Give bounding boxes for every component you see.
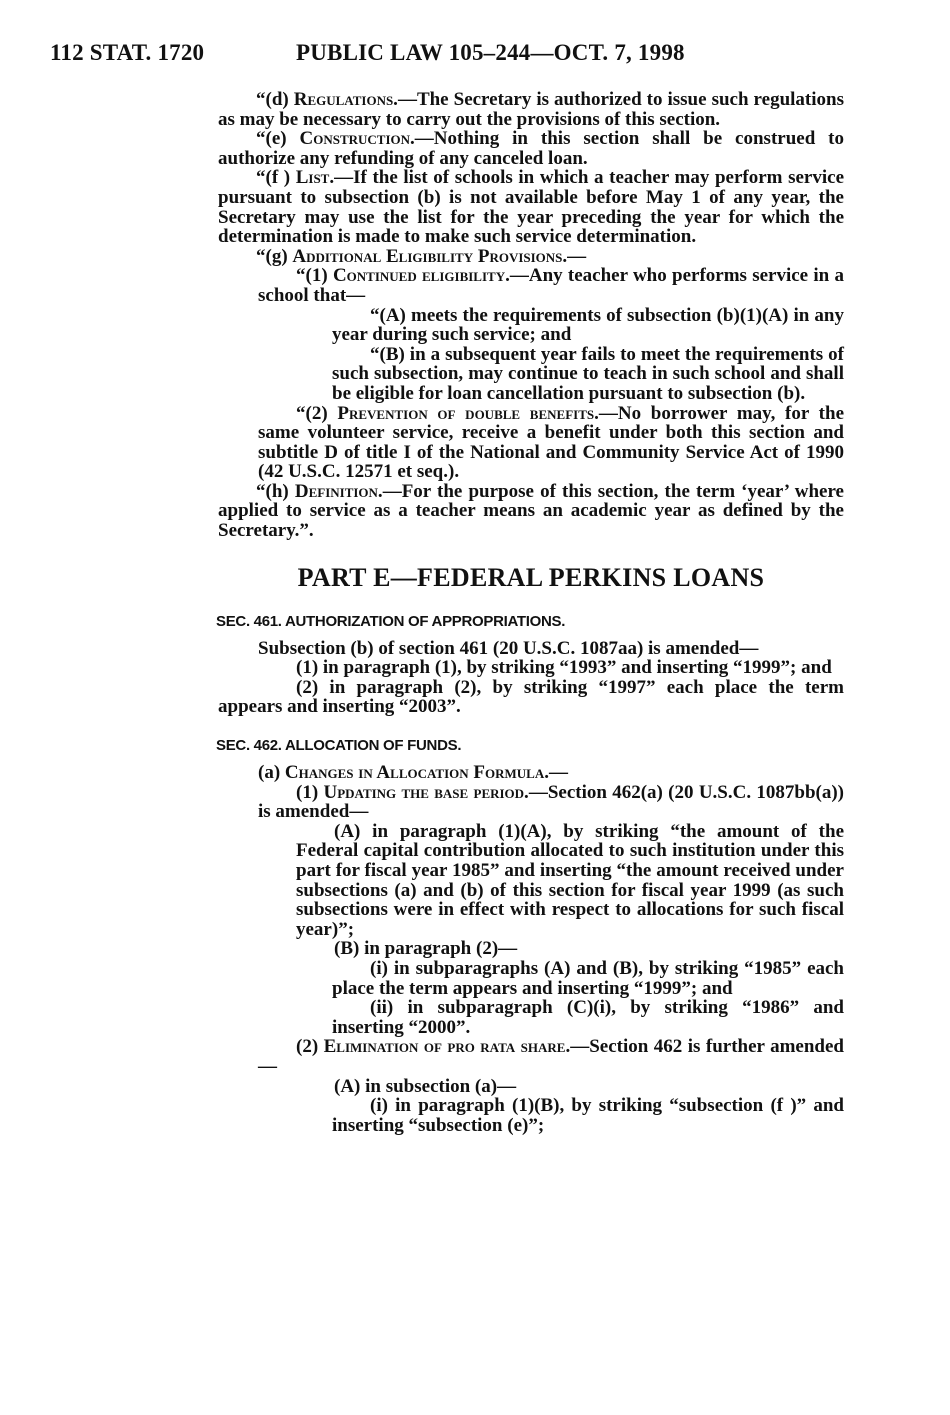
subsection-f-label: “(f ) [256,167,296,189]
section-462-a1-b-clause-i: (i) in subparagraphs (A) and (B), by striking “1985” each place the term appears and inserting “1999”; and [332,957,844,999]
subsection-g [218,247,844,267]
section-462-a2-heading: Elimination of pro rata share. [323,1036,571,1058]
public-law-title: PUBLIC LAW 105–244—OCT. 7, 1998 [296,40,685,65]
section-461-item-1: (1) in paragraph (1), by striking “1993” and inserting “1999”; and [296,657,832,679]
subsection-e-heading: Construction. [299,128,415,150]
section-462-a-heading: Changes in Allocation Formula. [284,762,549,784]
subsection-e-text: —Nothing in this section shall be construed to authorize any refunding of any canceled loan. [218,128,844,169]
paragraph-g1-label: “(1) [296,265,333,287]
section-462-a2-text: —Section 462 is further amended— [258,1036,845,1077]
subsection-g-heading: Additional Eligibility Provisions. [292,245,568,267]
paragraph-g1-text: —Any teacher who performs service in a school that— [258,265,844,306]
section-461-intro: Subsection (b) of section 461 (20 U.S.C. 1087aa) is amended— [258,637,759,659]
subsection-f-heading: List. [295,167,335,189]
section-462-a2-subparagraph-a: (A) in subsection (a)— [334,1075,517,1097]
subsection-d-text: —The Secretary is authorized to issue such regulations as may be necessary to carry out the provisions of this section. [218,89,844,130]
subsection-d-label: “(d) [256,89,294,110]
section-462-a2-a-clause-i: (i) in paragraph (1)(B), by striking “subsection (f )” and inserting “subsection (e)”; [332,1095,844,1136]
section-462-subsection-a [218,763,844,783]
document-body [218,90,844,1135]
subsection-g-label: “(g) [256,245,293,267]
subsection-d [218,90,844,129]
section-462-a2-label: (2) [296,1036,324,1058]
section-461-heading: SEC. 461. AUTHORIZATION OF APPROPRIATIONS. [216,612,566,630]
section-462-paragraph-2 [218,1037,844,1076]
paragraph-g2 [218,404,844,482]
subsection-h-label: “(h) [256,480,295,502]
section-462-a1-subparagraph-b: (B) in paragraph (2)— [334,938,518,960]
section-461-item-2: (2) in paragraph (2), by striking “1997” each place the term appears and inserting “2003”. [218,676,844,718]
paragraph-g2-text: —No borrower may, for the same volunteer service, receive a benefit under both this section and subtitle D of title I of the National and Community Service Act of 1990 (42 U.S.C. 12571 et seq.). [258,402,844,483]
subsection-f-text: —If the list of schools in which a teacher may perform service pursuant to subsection (b) is not available before May 1 of any year, the Secretary may use the list for the year preceding the year for which the determination is made to make such service determination. [218,167,845,248]
subsection-h-heading: Definition. [294,480,383,502]
paragraph-g2-heading: Prevention of double benefits. [337,402,599,424]
subparagraph-g1a: “(A) meets the requirements of subsection (b)(1)(A) in any year during such service; and [332,304,844,346]
subsection-h-text: —For the purpose of this section, the term ‘year’ where applied to service as a teacher means an academic year as defined by the Secretary.”. [218,480,844,542]
part-e-title: PART E—FEDERAL PERKINS LOANS [297,562,765,592]
section-462-heading: SEC. 462. ALLOCATION OF FUNDS. [216,737,462,755]
section-462-a-text: — [548,762,568,784]
section-462-a1-label: (1) [296,781,324,803]
subsection-e [218,129,844,168]
paragraph-g2-label: “(2) [296,402,338,424]
subsection-e-label: “(e) [256,128,300,150]
subsection-h [218,482,844,541]
section-462-a1-subparagraph-a: (A) in paragraph (1)(A), by striking “the amount of the Federal capital contribution allocated to such institution under this part for fiscal year 1985” and inserting “the amount received under subsections (a) and (b) of this section for fiscal year 1999 (as such subsections were in effect with respect to allocations for such fiscal year)”; [296,820,844,940]
page-header [50,40,900,70]
subparagraph-g1b: “(B) in a subsequent year fails to meet the requirements of such subsection, may continue to teach in such school and shall be eligible for loan cancellation pursuant to subsection (b). [332,343,844,404]
paragraph-g1-heading: Continued eligibility. [332,265,510,287]
subsection-f [218,168,844,246]
section-462-a1-b-clause-ii: (ii) in subparagraph (C)(i), by striking “1986” and inserting “2000”. [332,997,844,1038]
paragraph-g1 [218,266,844,305]
subsection-g-text: — [567,245,587,267]
section-462-paragraph-1 [218,783,844,822]
subsection-d-heading: Regulations. [293,89,398,110]
stat-citation: 112 STAT. 1720 [50,40,205,65]
section-462-a1-heading: Updating the base period. [323,781,529,803]
section-462-a1-text: —Section 462(a) (20 U.S.C. 1087bb(a)) is amended— [258,781,844,823]
section-462-a-label: (a) [258,762,285,784]
